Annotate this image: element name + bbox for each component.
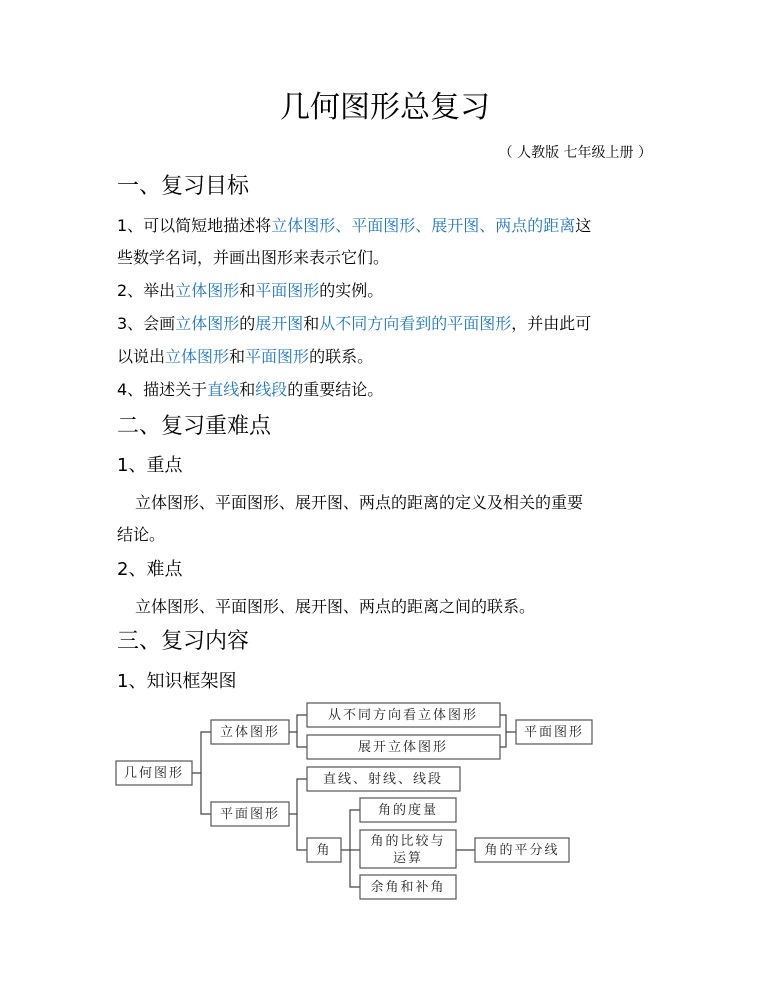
node-compare-label-2: 运算 xyxy=(392,851,424,866)
subheading-difficult: 2、难点 xyxy=(117,559,183,580)
text: 4、描述关于 xyxy=(117,380,208,399)
node-bisector xyxy=(475,838,569,862)
node-root-label: 几何图形 xyxy=(123,766,185,781)
term-plane: 平面图形 xyxy=(245,347,310,366)
subheading-framework: 1、知识框架图 xyxy=(117,671,237,692)
term-distance: 两点的距离 xyxy=(495,216,576,235)
term-solid: 立体图形 xyxy=(165,347,230,366)
term-line: 直线 xyxy=(207,380,240,399)
text: ，并由此可 xyxy=(511,314,592,333)
goal-item-1-cont: 些数学名词，并画出图形来表示它们。 xyxy=(117,248,390,267)
section-heading-goals: 一、复习目标 xyxy=(117,174,250,199)
node-unfold xyxy=(307,735,500,759)
node-lines xyxy=(307,767,460,791)
node-plane-label: 平面图形 xyxy=(219,807,281,822)
node-complementary xyxy=(360,875,456,899)
node-view-label: 从不同方向看立体图形 xyxy=(327,708,479,723)
node-unfold-label: 展开立体图形 xyxy=(357,740,449,755)
difficult-text: 立体图形、平面图形、展开图、两点的距离之间的联系。 xyxy=(135,597,536,616)
node-lines-label: 直线、射线、线段 xyxy=(322,772,444,787)
text: 3、会画 xyxy=(117,314,176,333)
term-solid: 立体图形 xyxy=(175,314,240,333)
term-plane: 平面图形 xyxy=(351,216,416,235)
term-solid: 立体图形 xyxy=(175,281,240,300)
text: 的重要结论。 xyxy=(287,380,384,399)
term-solid: 立体图形 xyxy=(271,216,336,235)
node-root xyxy=(116,761,192,785)
node-plane-result-label: 平面图形 xyxy=(523,725,585,740)
section-heading-content: 三、复习内容 xyxy=(117,629,250,654)
term-net: 展开图 xyxy=(431,216,480,235)
section-heading-key-points: 二、复习重难点 xyxy=(117,414,272,439)
text: 的实例。 xyxy=(319,281,384,300)
text: 和 xyxy=(303,314,320,333)
text: 的 xyxy=(239,314,256,333)
edition-note: （ 人教版 七年级上册 ） xyxy=(498,145,652,161)
node-plane-result xyxy=(516,720,592,744)
separator: 、 xyxy=(415,216,432,235)
term-views: 从不同方向看到的平面图形 xyxy=(319,314,512,333)
node-complementary-label: 余角和补角 xyxy=(370,880,446,895)
term-segment: 线段 xyxy=(255,380,288,399)
key-text: 立体图形、平面图形、展开图、两点的距离的定义及相关的重要 xyxy=(135,493,584,512)
node-angle-label: 角 xyxy=(316,843,332,858)
term-plane: 平面图形 xyxy=(255,281,320,300)
text: 和 xyxy=(229,347,246,366)
node-measure xyxy=(360,798,456,822)
node-compare xyxy=(360,830,456,868)
node-compare-label-1: 角的比较与 xyxy=(370,834,446,849)
separator: 、 xyxy=(479,216,496,235)
node-angle xyxy=(307,838,341,862)
node-view xyxy=(307,703,500,727)
text: 2、举出 xyxy=(117,281,176,300)
node-measure-label: 角的度量 xyxy=(377,803,439,818)
node-bisector-label: 角的平分线 xyxy=(484,843,560,858)
key-text-cont: 结论。 xyxy=(117,525,166,544)
text: 和 xyxy=(239,281,256,300)
text: 这 xyxy=(575,216,592,235)
page-title: 几何图形总复习 xyxy=(280,90,490,125)
separator: 、 xyxy=(335,216,352,235)
text: 1、可以简短地描述将 xyxy=(117,216,272,235)
text: 的联系。 xyxy=(309,347,374,366)
subheading-key: 1、重点 xyxy=(117,455,183,476)
text: 和 xyxy=(239,380,256,399)
term-net: 展开图 xyxy=(255,314,304,333)
node-solid-label: 立体图形 xyxy=(219,725,281,740)
node-solid xyxy=(211,720,289,744)
node-plane xyxy=(211,802,289,826)
text: 以说出 xyxy=(117,347,166,366)
